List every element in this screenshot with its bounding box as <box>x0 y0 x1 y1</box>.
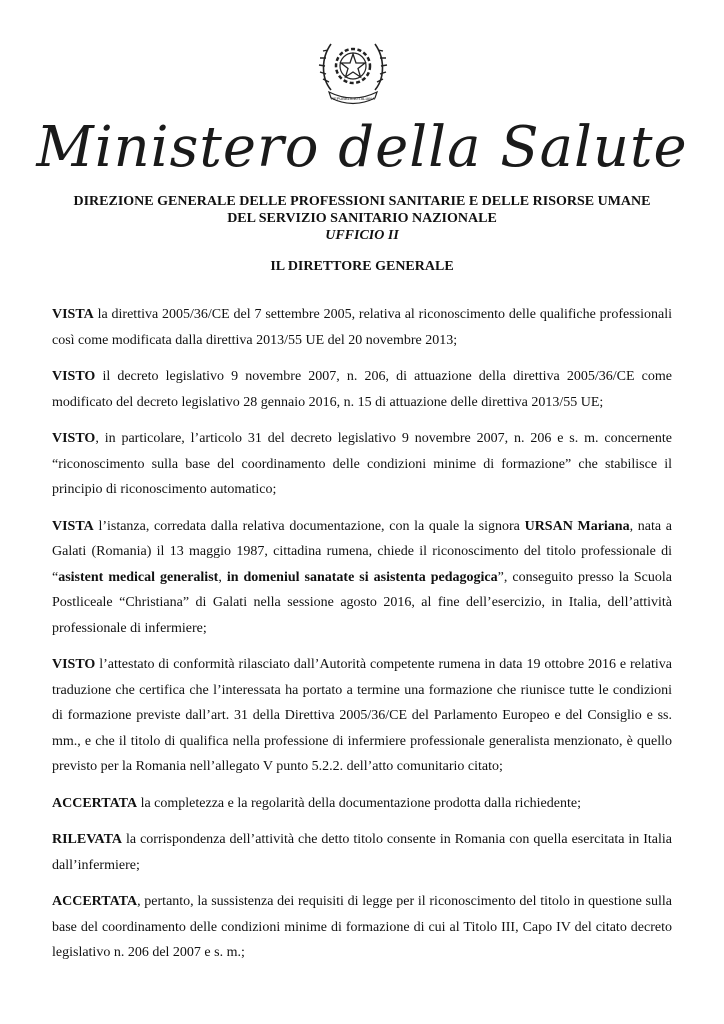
document-body <box>52 302 672 977</box>
italian-republic-emblem-icon <box>313 30 393 110</box>
paragraph-visto-decree: VISTO il decreto legislativo 9 novembre 2007, n. 206, di attuazione della direttiva 2005/36/CE come modificato del decreto legislativo 28 gennaio 2016, n. 15 di attuazione delle direttiva 2013/55 UE; <box>52 369 672 410</box>
director-title: IL DIRETTORE GENERALE <box>270 259 454 274</box>
department-line-1: DIREZIONE GENERALE DELLE PROFESSIONI SANITARIE E DELLE RISORSE UMANE <box>73 194 651 209</box>
paragraph-visto-article: VISTO, in particolare, l’articolo 31 del decreto legislativo 9 novembre 2007, n. 206 e s. m. concernente “riconoscimento sulla base del coordinamento delle condizioni minime di formazione” che stabilisce il principio di riconoscimento automatico; <box>52 431 672 497</box>
paragraph-vista-directive: VISTA la direttiva 2005/36/CE del 7 settembre 2005, relativa al riconoscimento delle qualifiche professionali così come modificata dalla direttiva 2013/55 UE del 20 novembre 2013; <box>52 307 672 348</box>
emblem-inscription: REPUBBLICA ITALIANA <box>331 96 375 101</box>
paragraph-visto-certificate: VISTO l’attestato di conformità rilasciato dall’Autorità competente rumena in data 19 ottobre 2016 e relativa traduzione che certifica che l’interessata ha portato a termine una formazione che riunisce tutte le condizioni di formazione previste dall’art. 31 della Direttiva 2005/36/CE del Parlamento Europeo e del Consiglio e ss. mm., e che il titolo di qualifica nella professione di infermiere professionale generalista menzionato, è quello previsto per la Romania nell’allegato V punto 5.2.2. dell’atto comunitario citato; <box>52 657 672 774</box>
paragraph-accertata-requirements: ACCERTATA, pertanto, la sussistenza dei requisiti di legge per il riconoscimento del titolo in questione sulla base del coordinamento delle condizioni minime di formazione di cui al Titolo III, Capo IV del citato decreto legislativo n. 206 del 2007 e s. m.; <box>52 894 672 960</box>
paragraph-rilevata: RILEVATA la corrispondenza dell’attività che detto titolo consente in Romania con quella esercitata in Italia dall’infermiere; <box>52 832 672 873</box>
department-header <box>40 193 684 244</box>
paragraph-vista-application: VISTA l’istanza, corredata dalla relativa documentazione, con la quale la signora URSAN Mariana, nata a Galati (Romania) il 13 maggio 1987, cittadina rumena, chiede il riconoscimento del titolo professionale di “asistent medical generalist, in domeniul sanatate si asistenta pedagogica”, conseguito presso la Scuola Postliceale “Christiana” di Galati nella sessione agosto 2016, al fine dell’esercizio, in Italia, dell’attività professionale di infermiere; <box>52 518 672 636</box>
paragraph-accertata-completeness: ACCERTATA la completezza e la regolarità della documentazione prodotta dalla richiedente; <box>52 795 581 811</box>
office-name: UFFICIO II <box>325 228 399 243</box>
ministry-title: Ministero della Salute <box>36 115 688 180</box>
department-line-2: DEL SERVIZIO SANITARIO NAZIONALE <box>227 211 497 226</box>
